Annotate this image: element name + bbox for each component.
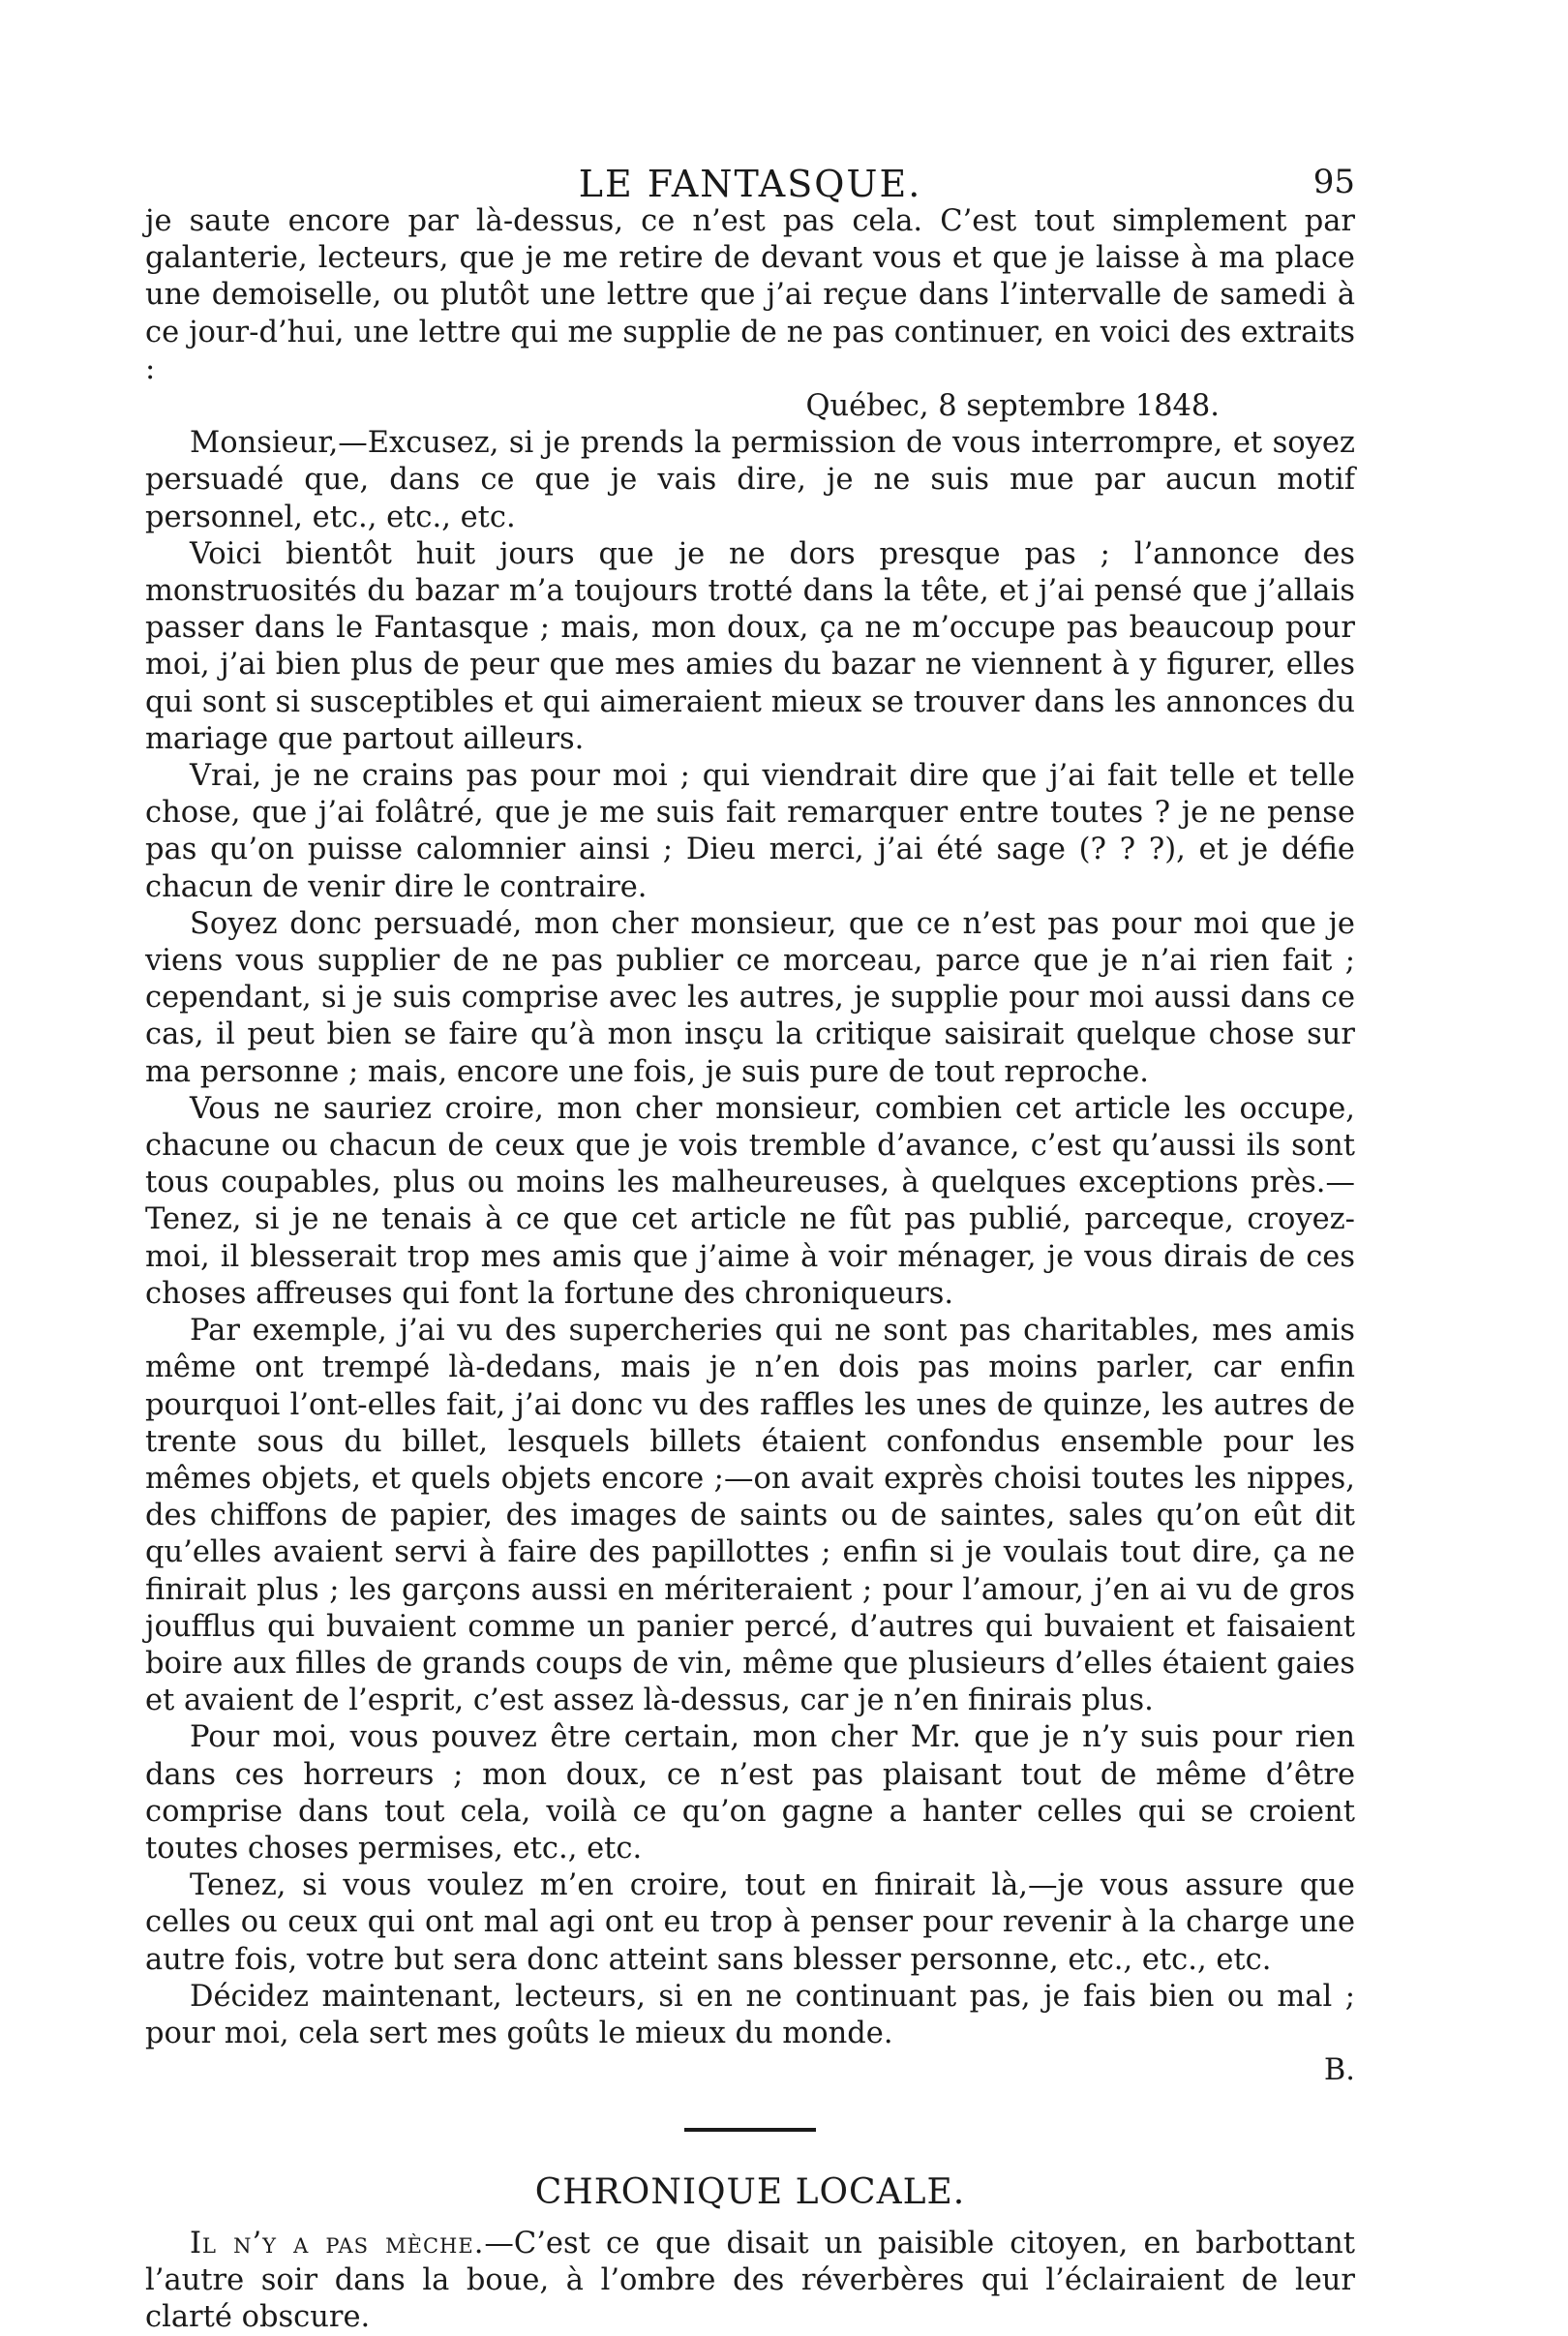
letter-signature: B. [1323,2053,1355,2088]
article-body [145,203,1355,2336]
section-lead: Il n’y a pas mèche. [190,2226,485,2260]
section-title: CHRONIQUE LOCALE. [534,2172,966,2213]
letter-paragraph: Voici bientôt huit jours que je ne dors presque pas ; l’annonce des monstruosités du bazar m’a toujours trotté dans la tête, et j’ai pensé que j’allais passer dans le Fantasque ; mais, mon doux, ça ne m’occupe pas beaucoup pour moi, j’ai bien plus de peur que mes amies du bazar ne viennent à y figurer, elles qui sont si susceptibles et qui aimeraient mieux se trouver dans les annonces du mariage que partout ailleurs. [145,536,1355,756]
letter-paragraph: Monsieur,—Excusez, si je prends la permission de vous interrompre, et soyez persuadé que, dans ce que je vais dire, je ne suis mue par aucun motif personnel, etc., etc., etc. [145,426,1355,534]
letter-dateline: Québec, 8 septembre 1848. [805,389,1220,424]
letter-paragraph: Par exemple, j’ai vu des supercheries qui ne sont pas charitables, mes amis même ont trempé là-dedans, mais je n’en dois pas moins parler, car enfin pourquoi l’ont-elles fait, j’ai donc vu des raffles les unes de quinze, les autres de trente sous du billet, lesquels billets étaient confondus ensemble pour les mêmes objets, et quels objets encore ;—on avait exprès choisi toutes les nippes, des chiffons de papier, des images de saints ou de saintes, sales qu’on eût dit qu’elles avaient servi à faire des papillottes ; enfin si je voulais tout dire, ça ne finirait plus ; les garçons aussi en mériteraient ; pour l’amour, j’en ai vu de gros joufflus qui buvaient comme un panier percé, d’autres qui buvaient et faisaient boire aux filles de grands coups de vin, même que plusieurs d’elles étaient gaies et avaient de l’esprit, c’est assez là-dessus, car je n’en finirais plus. [145,1314,1355,1718]
intro-paragraph: je saute encore par là-dessus, ce n’est pas cela. C’est tout simplement par galanterie, lecteurs, que je me retire de devant vous et que je laisse à ma place une demoiselle, ou plutôt une lettre que j’ai reçue dans l’intervalle de samedi à ce jour-d’hui, une lettre qui me supplie de ne pas continuer, en voici des extraits : [145,204,1355,386]
running-head [145,145,1355,203]
section-paragraph [145,2226,1355,2336]
letter-paragraph: Décidez maintenant, lecteurs, si en ne continuant pas, je fais bien ou mal ; pour moi, cela sert mes goûts le mieux du monde. [145,1979,1355,2050]
page [145,145,1355,2336]
running-title: LE FANTASQUE. [578,163,922,205]
letter-paragraph: Vous ne sauriez croire, mon cher monsieur, combien cet article les occupe, chacune ou chacun de ceux que je vois tremble d’avance, c’est qu’aussi ils sont tous coupables, plus ou moins les malheureuses, à quelques exceptions près.—Tenez, si je ne tenais à ce que cet article ne fût pas publié, parceque, croyez-moi, il blesserait trop mes amis que j’aime à voir ménager, je vous dirais de ces choses affreuses qui font la fortune des chroniqueurs. [145,1091,1355,1311]
letter-paragraph: Vrai, je ne crains pas pour moi ; qui viendrait dire que j’ai fait telle et telle chose, que j’ai folâtré, que je me suis fait remarquer entre toutes ? je ne pense pas qu’on puisse calomnier ainsi ; Dieu merci, j’ai été sage (? ? ?), et je défie chacun de venir dire le contraire. [145,759,1355,904]
page-number: 95 [1312,163,1355,201]
section-body: —C’est ce que disait un paisible citoyen, en barbottant l’autre soir dans la boue, à l’ombre des réverbères qui l’éclairaient de leur clarté obscure. [145,2226,1355,2334]
section-divider [684,2128,816,2132]
letter-paragraph: Pour moi, vous pouvez être certain, mon cher Mr. que je n’y suis pour rien dans ces horreurs ; mon doux, ce n’est pas plaisant tout de même d’être comprise dans tout cela, voilà ce qu’on gagne a hanter celles qui se croient toutes choses permises, etc., etc. [145,1720,1355,1866]
letter-paragraph: Tenez, si vous voulez m’en croire, tout en finirait là,—je vous assure que celles ou ceux qui ont mal agi ont eu trop à penser pour revenir à la charge une autre fois, votre but sera donc atteint sans blesser personne, etc., etc., etc. [145,1868,1355,1977]
letter-paragraph: Soyez donc persuadé, mon cher monsieur, que ce n’est pas pour moi que je viens vous supplier de ne pas publier ce morceau, parce que je n’ai rien fait ; cependant, si je suis comprise avec les autres, je supplie pour moi aussi dans ce cas, il peut bien se faire qu’à mon insçu la critique saisirait quelque chose sur ma personne ; mais, encore une fois, je suis pure de tout reproche. [145,906,1355,1089]
